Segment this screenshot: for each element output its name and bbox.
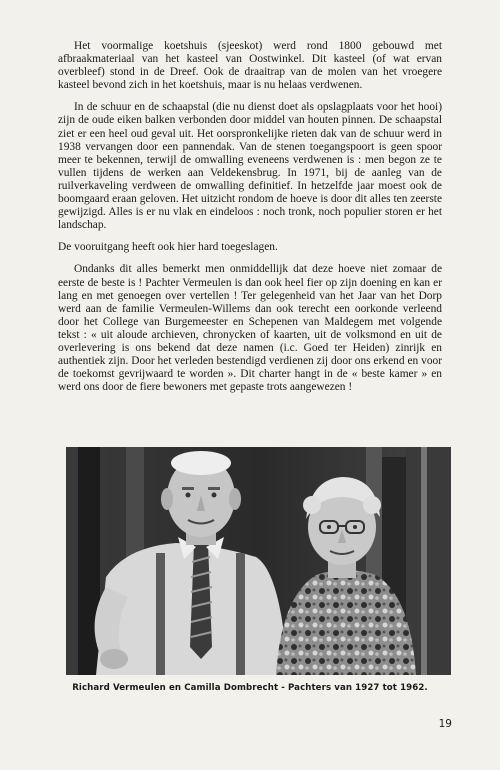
paragraph-oorkonde: Ondanks dit alles bemerkt men onmiddellijk dat deze hoeve niet zomaar de eerste de beste is ! Pachter Vermeulen is dan ook heel fier op zijn doening en kan er lang en met genoegen over vertellen ! Ter gelegenheid van het Jaar van het Dorp werd aan de familie Vermeulen-Willems dan ook terecht een oorkonde verleend door het College van Burgemeester en Schepenen van Maldegem met volgende tekst : « uit aloude archieven, chronycken of kaarten, uit de volksmond en uit de overlevering is ons bekend dat deze namen (i.c. Goed ter Heiden) zinrijk en authentiek zijn. Door het verleden bestendigd verdienen zij door ons erkend en voor de toekomst gevrijwaard te worden ». Dit charter hangt in de « beste kamer » en werd ons door de fiere bewoners met gepaste trots aangewezen ! [58, 263, 442, 394]
paragraph-vooruitgang: De vooruitgang heeft ook hier hard toegeslagen. [58, 241, 278, 254]
page-number: 19 [438, 718, 452, 730]
portrait-photo [66, 447, 451, 675]
paragraph-schuur: In de schuur en de schaapstal (die nu dienst doet als opslagplaats voor het hooi) zijn de oude eiken balken verbonden door middel van houten pinnen. De schaapstal ziet er een heel oud geval uit. Het oorspronkelijke rieten dak van de schuur werd in 1938 vervangen door een pannendak. Van de stenen toegangspoort is geen spoor meer te bekennen, terwijl de omwalling eveneens verdwenen is : men begon ze te vullen tijdens de werken aan Veldekensbrug. In 1971, bij de aanleg van de ruilverkaveling verdween de omwalling definitief. In hetzelfde jaar moest ook de boomgaard eraan geloven. Het uitzicht rondom de hoeve is door dit alles ten zeerste gewijzigd. Alles is er nu vlak en eindeloos : noch tronk, noch populier storen er het landschap. [58, 101, 442, 232]
body-text [58, 40, 442, 403]
paragraph-koetshuis: Het voormalige koetshuis (sjeeskot) werd rond 1800 gebouwd met afbraakmateriaal van het kasteel van Oostwinkel. Dit kasteel (of wat ervan overbleef) stond in de Dreef. Ook de draaitrap van de molen van het vroegere kasteel bevond zich in het koetshuis, maar is nu helaas verdwenen. [58, 40, 442, 92]
photo-caption: Richard Vermeulen en Camilla Dombrecht - Pachters van 1927 tot 1962. [72, 683, 428, 693]
